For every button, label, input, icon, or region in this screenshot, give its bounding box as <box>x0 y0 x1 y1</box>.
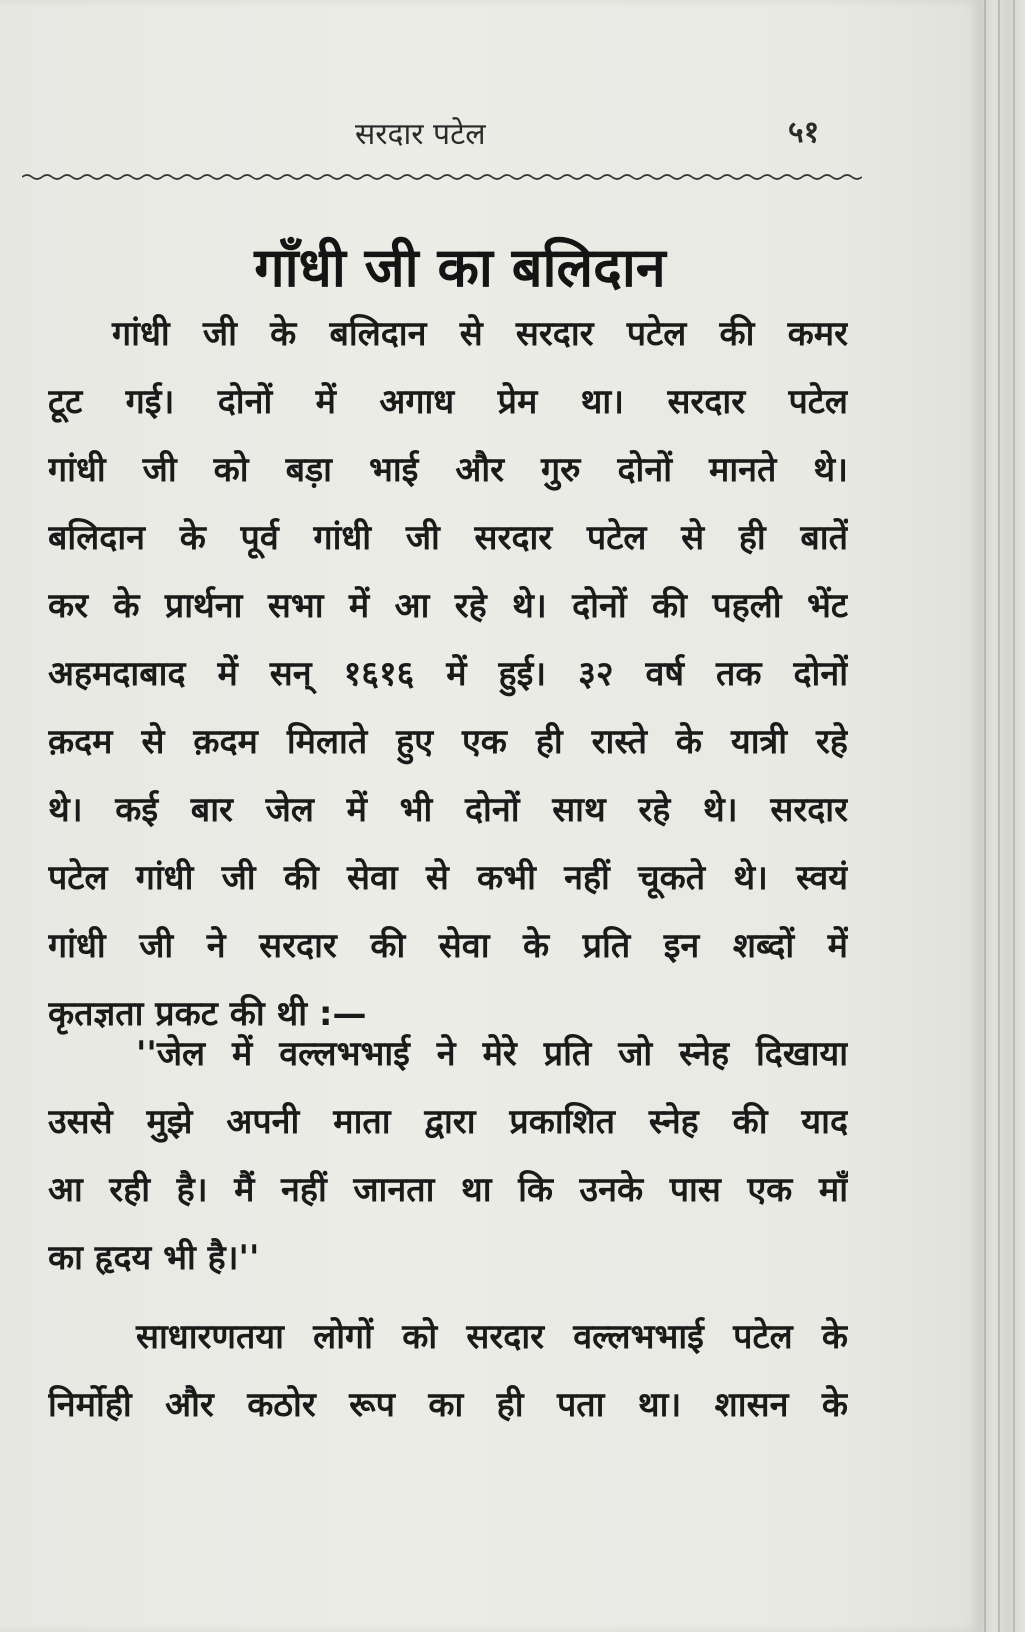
text-line: गांधी जी ने सरदार की सेवा के प्रति इन शब्दों में <box>48 926 848 966</box>
text-line: गांधी जी के बलिदान से सरदार पटेल की कमर <box>112 314 848 354</box>
text-line: पटेल गांधी जी की सेवा से कभी नहीं चूकते थे। स्वयं <box>48 858 848 898</box>
text-line: क़दम से क़दम मिलाते हुए एक ही रास्ते के यात्री रहे <box>48 722 848 762</box>
paragraph-3 <box>48 1303 848 1439</box>
running-head-title: सरदार पटेल <box>355 117 486 152</box>
text-line: कृतज्ञता प्रकट की थी :— <box>48 994 367 1034</box>
text-line: ''जेल में वल्लभभाई ने मेरे प्रति जो स्नेह दिखाया <box>136 1034 848 1074</box>
text-line: टूट गई। दोनों में अगाध प्रेम था। सरदार पटेल <box>48 382 848 422</box>
paragraph-1 <box>48 300 848 1048</box>
page-edge-line <box>1013 0 1015 1632</box>
wavy-rule-divider <box>22 172 862 182</box>
book-page-edge <box>980 0 1025 1632</box>
text-line: उससे मुझे अपनी माता द्वारा प्रकाशित स्नेह की याद <box>48 1102 848 1142</box>
page-edge-line <box>998 0 1000 1632</box>
text-line: का हृदय भी है।'' <box>48 1238 260 1278</box>
quotation-paragraph <box>48 1020 848 1292</box>
text-line: निर्मोही और कठोर रूप का ही पता था। शासन के <box>48 1385 848 1425</box>
text-line: थे। कई बार जेल में भी दोनों साथ रहे थे। सरदार <box>48 790 848 830</box>
text-line: गांधी जी को बड़ा भाई और गुरु दोनों मानते थे। <box>48 450 848 490</box>
chapter-title: गाँधी जी का बलिदान <box>254 236 666 299</box>
text-line: अहमदाबाद में सन् १६१६ में हुई। ३२ वर्ष तक दोनों <box>48 654 848 694</box>
page-number: ५१ <box>788 115 820 150</box>
text-line: साधारणतया लोगों को सरदार वल्लभभाई पटेल के <box>136 1317 848 1357</box>
text-line: कर के प्रार्थना सभा में आ रहे थे। दोनों की पहली भेंट <box>48 586 848 626</box>
page-edge-line <box>984 0 986 1632</box>
text-line: बलिदान के पूर्व गांधी जी सरदार पटेल से ही बातें <box>48 518 848 558</box>
text-line: आ रही है। मैं नहीं जानता था कि उनके पास एक माँ <box>48 1170 848 1210</box>
